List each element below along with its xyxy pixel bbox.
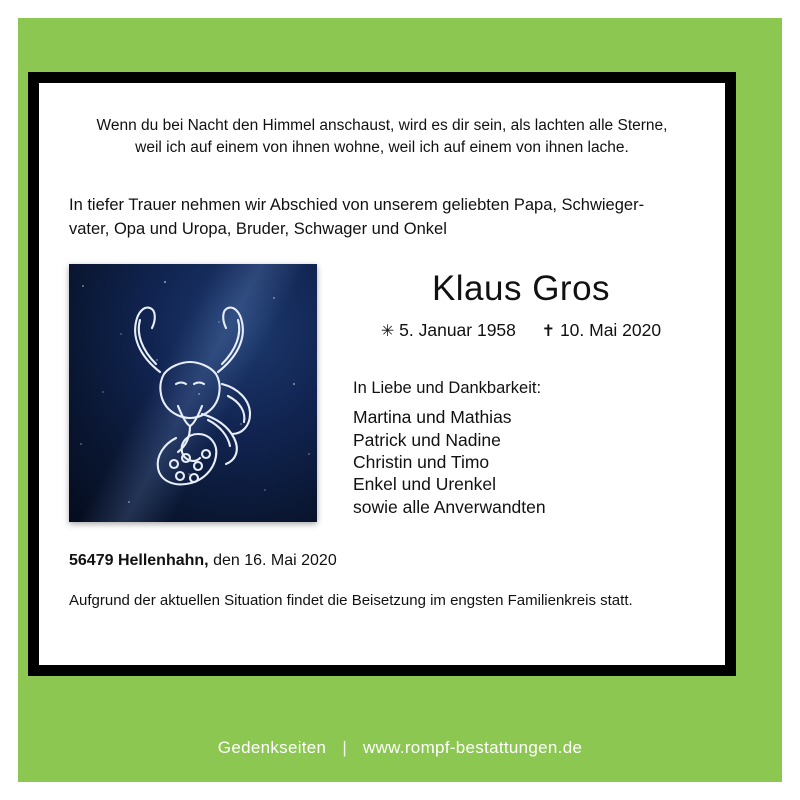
memorial-verse	[75, 115, 689, 160]
family-member: Enkel und Urenkel	[353, 474, 496, 495]
birth-date: 5. Januar 1958	[399, 320, 516, 341]
family-list	[347, 406, 695, 518]
footer-bar	[18, 714, 782, 782]
deceased-details	[317, 264, 695, 518]
obituary-card-content	[39, 83, 725, 665]
memorial-intro	[69, 194, 695, 242]
intro-line-2: vater, Opa und Uropa, Bruder, Schwager und Onkel	[69, 219, 447, 238]
capricorn-icon	[69, 264, 317, 522]
family-member: sowie alle Anverwandten	[353, 496, 546, 517]
footer-website-link[interactable]: www.rompf-bestattungen.de	[363, 738, 583, 757]
verse-line-2: weil ich auf einem von ihnen wohne, weil ich auf einem von ihnen lache.	[135, 139, 629, 157]
intro-line-1: In tiefer Trauer nehmen wir Abschied von unserem geliebten Papa, Schwieger-	[69, 195, 645, 214]
memorial-photo	[69, 264, 317, 522]
obituary-card	[28, 72, 736, 676]
family-member: Christin und Timo	[353, 452, 490, 473]
family-member: Patrick und Nadine	[353, 429, 501, 450]
family-member: Martina und Mathias	[353, 407, 512, 428]
cross-symbol-icon: ✝	[541, 323, 556, 341]
memorial-photo-container	[69, 264, 317, 522]
verse-line-1: Wenn du bei Nacht den Himmel anschaust, wird es dir sein, als lachten alle Sterne,	[96, 117, 668, 134]
death-date: 10. Mai 2020	[559, 320, 662, 341]
life-dates	[347, 320, 695, 341]
thanks-label: In Liebe und Dankbarkeit:	[353, 379, 542, 398]
memorial-main-row	[69, 264, 695, 522]
announcement-date: den 16. Mai 2020	[213, 551, 337, 569]
footer-label: Gedenkseiten	[217, 738, 327, 757]
place-name: 56479 Hellenhahn,	[69, 551, 209, 569]
deceased-name: Klaus Gros	[431, 268, 611, 308]
footer-separator: |	[342, 738, 348, 757]
place-and-date	[69, 552, 695, 570]
funeral-note: Aufgrund der aktuellen Situation findet die Beisetzung im engsten Familienkreis statt.	[69, 591, 633, 609]
birth-symbol-icon: ✳	[380, 323, 395, 341]
